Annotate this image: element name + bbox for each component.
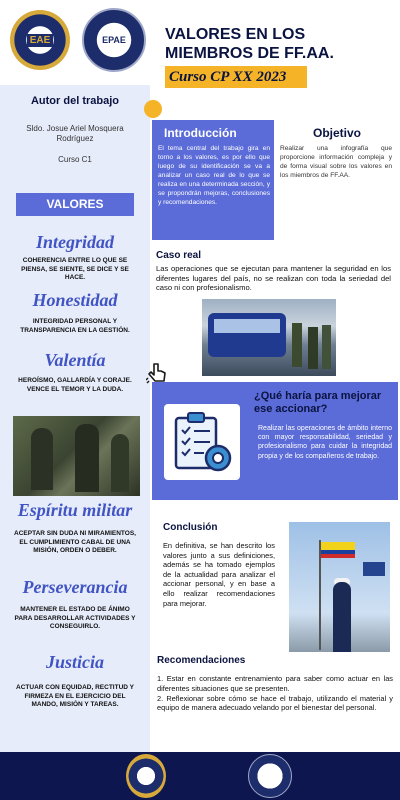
improve-text: Realizar las operaciones de ámbito interno con mayor responsabilidad, seriedad y profesionalismo para cuidar la integridad propia y de los compañeros de trabajo.	[258, 425, 392, 460]
gear-icon	[144, 100, 162, 118]
value-title-integridad: Integridad	[35, 232, 114, 252]
footer-eae-logo	[126, 754, 166, 798]
value-title-espiritu-militar: Espíritu militar	[17, 500, 133, 520]
recommendations-heading: Recomendaciones	[157, 655, 246, 666]
clipboard-gear-icon	[164, 404, 240, 480]
epae-logo	[82, 8, 146, 72]
author-course: Curso C1	[58, 155, 92, 164]
objective-panel	[274, 120, 398, 240]
eae-logo-text: EAE	[27, 34, 54, 47]
eae-logo	[10, 10, 70, 70]
value-text-integridad: COHERENCIA ENTRE LO QUE SE PIENSA, SE SIENTE, SE DICE Y SE HACE.	[21, 257, 129, 281]
value-title-honestidad: Honestidad	[32, 290, 118, 310]
soldiers-photo	[13, 416, 140, 496]
value-title-justicia: Justicia	[45, 652, 104, 672]
footer-bar	[0, 752, 400, 800]
checkpoint-photo	[202, 299, 336, 376]
value-title-perseverancia: Perseverancia	[22, 577, 128, 597]
author-name: Sldo. Josue Ariel Mosquera Rodríguez	[26, 124, 124, 143]
improve-panel	[152, 382, 398, 500]
value-title-valentia: Valentía	[44, 350, 106, 370]
course-subtitle: Curso CP XX 2023	[165, 66, 307, 88]
conclusion-heading: Conclusión	[163, 522, 218, 533]
author-heading: Autor del trabajo	[30, 95, 119, 107]
value-text-espiritu-militar: ACEPTAR SIN DUDA NI MIRAMIENTOS, EL CUMPLIMIENTO CABAL DE UNA MISIÓN, ORDEN O DEBER.	[14, 530, 136, 554]
pointer-hand-icon	[146, 362, 168, 384]
flag-cadet-photo	[289, 522, 390, 652]
value-text-justicia: ACTUAR CON EQUIDAD, RECTITUD Y FIRMEZA EN EL EJERCICIO DEL MANDO, MISIÓN Y TAREAS.	[16, 684, 134, 708]
intro-panel	[152, 120, 398, 240]
footer-epae-logo	[248, 754, 292, 798]
title-line-1: VALORES EN LOS	[165, 26, 306, 43]
intro-text: El tema central del trabajo gira en torno a los valores, es por ello que luego de su identificación se va a analizar un caso real de lo que se realiza en una determinada sección, y se propondrán mejoras, conclusiones y recomendaciones.	[158, 145, 270, 206]
value-text-perseverancia: MANTENER EL ESTADO DE ÁNIMO PARA DESARROLLAR ACTIVIDADES Y CONSEGUIRLO.	[14, 606, 136, 630]
recommendations-list	[157, 674, 393, 713]
recommendation-item-2: 2. Reflexionar sobre cómo se hace el trabajo, utilizando el material y equipo de manera adecuado velando por el bienestar del personal.	[157, 693, 393, 713]
case-heading: Caso real	[156, 250, 202, 261]
objective-heading: Objetivo	[312, 126, 361, 140]
objective-text: Realizar una infografía que proporcione información compleja y de forma visual sobre los valores en los miembros de FF.AA.	[280, 145, 392, 179]
page-title	[165, 25, 390, 63]
title-line-2: MIEMBROS DE FF.AA.	[165, 45, 334, 62]
improve-heading: ¿Qué haría para mejorar ese accionar?	[254, 390, 382, 415]
epae-logo-text: EPAE	[102, 35, 126, 45]
recommendation-item-1: 1. Estar en constante entrenamiento para saber como actuar en las diferentes situaciones que se presenten.	[157, 674, 393, 693]
conclusion-text: En definitiva, se han descrito los valores junto a sus definiciones, además se ha tomado ejemplos de la actualidad para analizar el accionar personal, y en base a ello realizar recomendaciones para mejorar.	[163, 541, 275, 608]
left-panel	[0, 0, 150, 752]
value-text-honestidad: INTEGRIDAD PERSONAL Y TRANSPARENCIA EN LA GESTIÓN.	[20, 318, 130, 334]
valores-button: VALORES	[16, 193, 134, 216]
intro-heading: Introducción	[164, 126, 237, 140]
case-text: Las operaciones que se ejecutan para mantener la seguridad en los diferentes lugares del país, no se realizan con toda la seriedad del caso ni con profesionalismo.	[156, 264, 391, 292]
value-text-valentia: HEROÍSMO, GALLARDÍA Y CORAJE. VENCE EL TEMOR Y LA DUDA.	[18, 377, 132, 393]
